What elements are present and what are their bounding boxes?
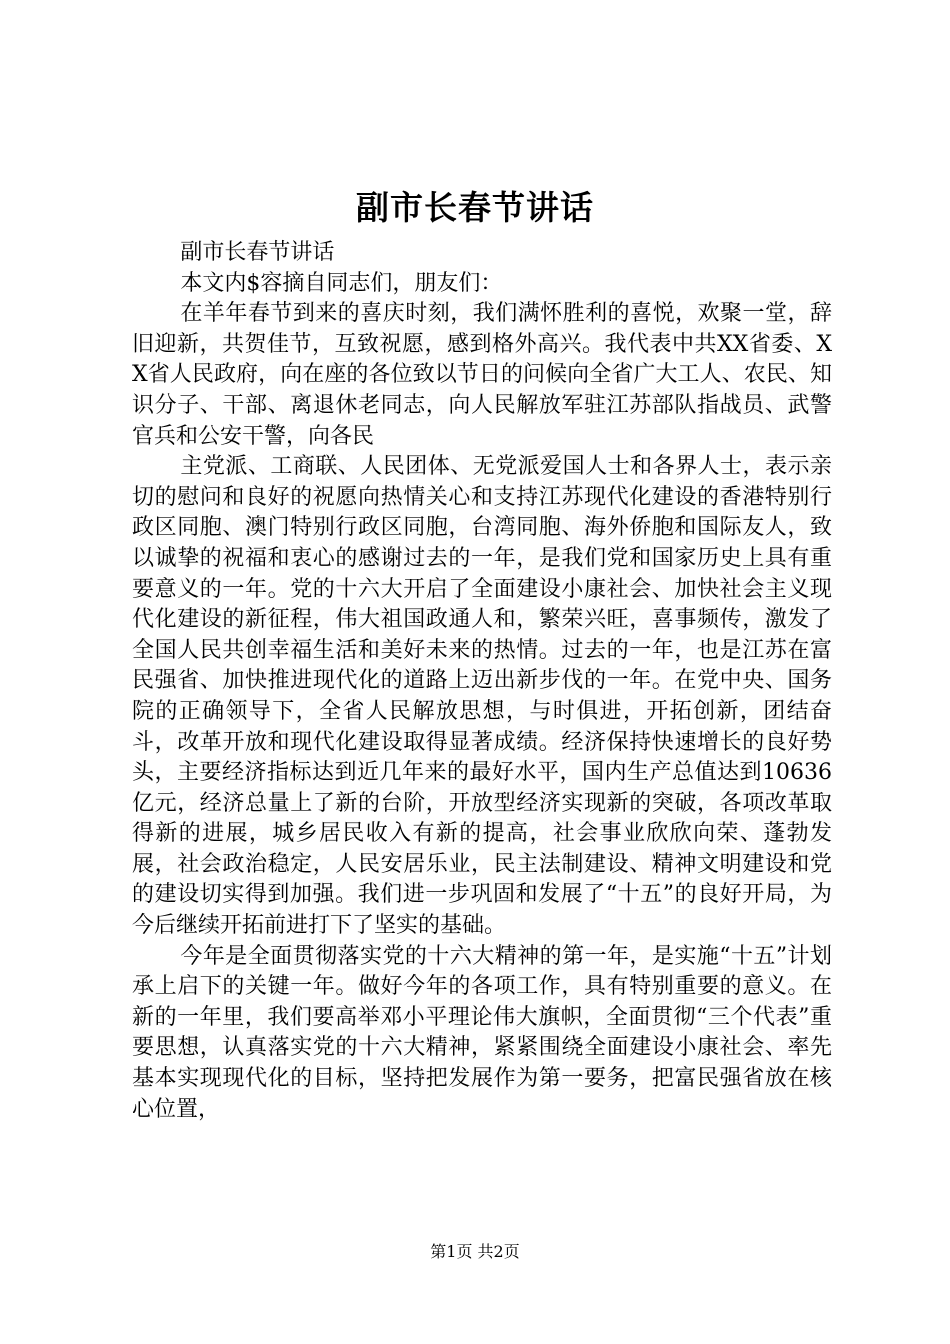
page-number-footer: 第1页 共2页 <box>430 1242 520 1261</box>
document-title: 副市长春节讲话 <box>356 188 594 227</box>
paragraph: 今年是全面贯彻落实党的十六大精神的第一年，是实施“十五”计划承上启下的关键一年。做好今年的各项工作，具有特别重要的意义。在新的一年里，我们要高举邓小平理论伟大旗帜，全面贯彻“三个代表”重要思想，认真落实党的十六大精神，紧紧围绕全面建设小康社会、率先基本实现现代化的目标，坚持把发展作为第一要务，把富民强省放在核心位置， <box>132 943 832 1122</box>
paragraph-greeting: 本文内$容摘自同志们，朋友们： <box>180 270 503 296</box>
paragraph: 在羊年春节到来的喜庆时刻，我们满怀胜利的喜悦，欢聚一堂，辞旧迎新，共贺佳节，互致祝愿，感到格外高兴。我代表中共XX省委、XX省人民政府，向在座的各位致以节日的问候向全省广大工人、农民、知识分子、干部、离退休老同志，向人民解放军驻江苏部队指战员、武警官兵和公安干警，向各民 <box>132 301 832 449</box>
paragraph: 主党派、工商联、人民团体、无党派爱国人士和各界人士，表示亲切的慰问和良好的祝愿向热情关心和支持江苏现代化建设的香港特别行政区同胞、澳门特别行政区同胞，台湾同胞、海外侨胞和国际友人，致以诚挚的祝福和衷心的感谢过去的一年，是我们党和国家历史上具有重要意义的一年。党的十六大开启了全面建设小康社会、加快社会主义现代化建设的新征程，伟大祖国政通人和，繁荣兴旺，喜事频传，激发了全国人民共创幸福生活和美好未来的热情。过去的一年，也是江苏在富民强省、加快推进现代化的道路上迈出新步伐的一年。在党中央、国务院的正确领导下，全省人民解放思想，与时俱进，开拓创新，团结奋斗，改革开放和现代化建设取得显著成绩。经济保持快速增长的良好势头，主要经济指标达到近几年来的最好水平，国内生产总值达到10636亿元，经济总量上了新的台阶，开放型经济实现新的突破，各项改革取得新的进展，城乡居民收入有新的提高，社会事业欣欣向荣、蓬勃发展，社会政治稳定，人民安居乐业，民主法制建设、精神文明建设和党的建设切实得到加强。我们进一步巩固和发展了“十五”的良好开局，为今后继续开拓前进打下了坚实的基础。 <box>132 454 832 939</box>
paragraph-subtitle: 副市长春节讲话 <box>180 240 335 265</box>
document-body <box>132 238 832 1125</box>
